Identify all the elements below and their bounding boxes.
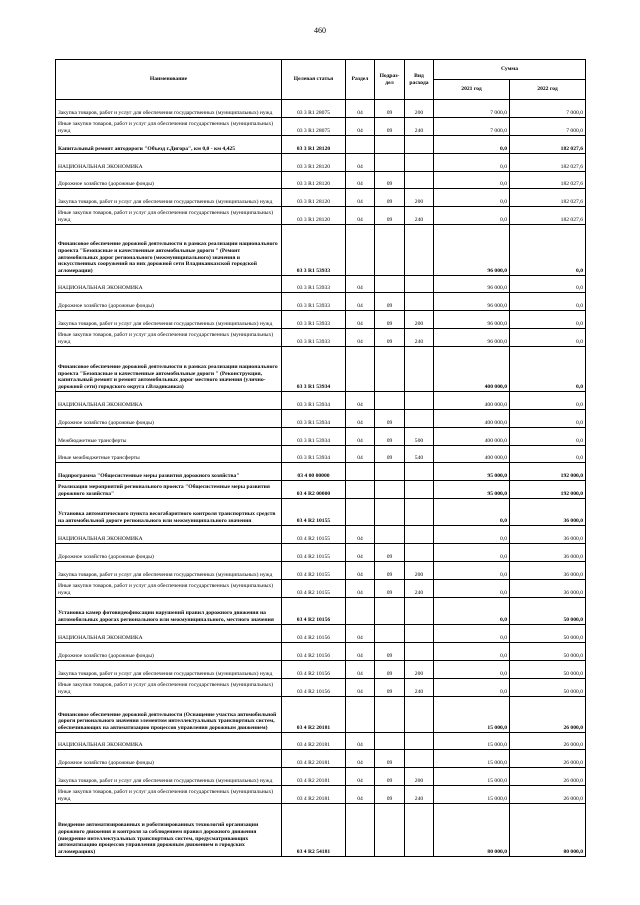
row-subsection (375, 526, 405, 544)
row-section: 04 (346, 544, 375, 562)
row-subsection (375, 804, 405, 857)
row-subsection: 09 (375, 189, 405, 207)
row-sum-2021: 0,0 (434, 189, 510, 207)
table-row (56, 598, 586, 625)
row-section: 04 (346, 679, 375, 697)
row-sum-2021: 0,0 (434, 643, 510, 661)
row-subsection (375, 499, 405, 526)
table-row (56, 679, 586, 697)
row-code: 03 4 R2 10155 (282, 544, 346, 562)
row-expense-type: 200 (405, 768, 434, 786)
row-code: 03 3 R1 28075 (282, 100, 346, 118)
row-sum-2021: 0,0 (434, 136, 510, 154)
row-sum-2021: 0,0 (434, 679, 510, 697)
row-code: 03 4 R2 20181 (282, 697, 346, 733)
row-subsection: 09 (375, 410, 405, 428)
row-sum-2022: 36 000,0 (510, 544, 586, 562)
row-name: Иные закупки товаров, работ и услуг для обеспечения государственных (муниципальных) нужд (56, 207, 282, 225)
row-subsection (375, 733, 405, 750)
row-code: 03 4 R2 10155 (282, 562, 346, 580)
row-code: 03 3 R1 28120 (282, 172, 346, 189)
table-row (56, 580, 586, 598)
row-section: 04 (346, 293, 375, 311)
row-sum-2021: 96 000,0 (434, 225, 510, 276)
row-section: 04 (346, 786, 375, 804)
row-expense-type: 240 (405, 679, 434, 697)
row-section (346, 347, 375, 392)
table-row (56, 172, 586, 189)
row-expense-type (405, 463, 434, 481)
row-sum-2021: 400 000,0 (434, 347, 510, 392)
row-code: 03 3 R1 53933 (282, 293, 346, 311)
row-name: Дорожное хозяйство (дорожные фонды) (56, 643, 282, 661)
row-sum-2021: 0,0 (434, 172, 510, 189)
row-code: 03 4 R2 10156 (282, 643, 346, 661)
row-subsection: 09 (375, 768, 405, 786)
row-expense-type (405, 136, 434, 154)
header-year-2021: 2021 год (434, 80, 510, 100)
row-code: 03 4 R2 10156 (282, 661, 346, 679)
table-row (56, 136, 586, 154)
row-name: Дорожное хозяйство (дорожные фонды) (56, 293, 282, 311)
row-section (346, 598, 375, 625)
row-name: НАЦИОНАЛЬНАЯ ЭКОНОМИКА (56, 733, 282, 750)
table-row (56, 207, 586, 225)
row-section: 04 (346, 276, 375, 293)
row-expense-type (405, 643, 434, 661)
row-sum-2021: 0,0 (434, 580, 510, 598)
row-sum-2021: 400 000,0 (434, 392, 510, 410)
row-sum-2021: 400 000,0 (434, 410, 510, 428)
row-code: 03 4 R2 10156 (282, 625, 346, 643)
row-subsection: 09 (375, 643, 405, 661)
row-subsection: 09 (375, 100, 405, 118)
row-subsection (375, 697, 405, 733)
header-expense-type: Вид расхода (405, 60, 434, 100)
row-name: Иные закупки товаров, работ и услуг для обеспечения государственных (муниципальных) нужд (56, 786, 282, 804)
row-sum-2022: 7 000,0 (510, 100, 586, 118)
row-section: 04 (346, 100, 375, 118)
row-name: Закупка товаров, работ и услуг для обеспечения государственных (муниципальных) нужд (56, 311, 282, 329)
row-sum-2022: 36 000,0 (510, 580, 586, 598)
row-section (346, 136, 375, 154)
row-section (346, 697, 375, 733)
row-subsection (375, 276, 405, 293)
row-code: 03 3 R1 53933 (282, 311, 346, 329)
row-expense-type: 240 (405, 786, 434, 804)
row-sum-2022: 0,0 (510, 446, 586, 463)
table-row (56, 750, 586, 768)
row-section: 04 (346, 643, 375, 661)
row-sum-2022: 192 000,0 (510, 463, 586, 481)
row-sum-2021: 15 000,0 (434, 697, 510, 733)
row-section: 04 (346, 207, 375, 225)
row-section: 04 (346, 768, 375, 786)
row-name: Дорожное хозяйство (дорожные фонды) (56, 544, 282, 562)
row-sum-2022: 7 000,0 (510, 118, 586, 136)
row-expense-type: 240 (405, 207, 434, 225)
row-section: 04 (346, 526, 375, 544)
table-row (56, 100, 586, 118)
row-sum-2021: 96 000,0 (434, 276, 510, 293)
row-name: Капитальный ремонт автодороги "Объезд г.Дигора", км 0,0 - км 4,425 (56, 136, 282, 154)
row-code: 03 3 R1 53934 (282, 347, 346, 392)
row-name: Иные закупки товаров, работ и услуг для обеспечения государственных (муниципальных) нужд (56, 118, 282, 136)
row-name: НАЦИОНАЛЬНАЯ ЭКОНОМИКА (56, 625, 282, 643)
row-expense-type (405, 276, 434, 293)
row-expense-type: 240 (405, 329, 434, 347)
row-sum-2022: 26 000,0 (510, 786, 586, 804)
row-subsection (375, 136, 405, 154)
row-subsection: 09 (375, 544, 405, 562)
row-sum-2022: 26 000,0 (510, 733, 586, 750)
row-subsection: 09 (375, 329, 405, 347)
row-name: Иные закупки товаров, работ и услуг для обеспечения государственных (муниципальных) нужд (56, 679, 282, 697)
row-subsection: 09 (375, 207, 405, 225)
table-row (56, 625, 586, 643)
row-code: 03 4 R2 10156 (282, 598, 346, 625)
row-name: Финансовое обеспечение дорожной деятельности (Оснащение участка автомобильной дороги регионального значения элементом интеллектуальных транспортных систем, обеспечивающих на автоматизацию процессов управления дорожным движением) (56, 697, 282, 733)
row-sum-2021: 95 000,0 (434, 463, 510, 481)
table-row (56, 392, 586, 410)
row-section (346, 481, 375, 499)
row-expense-type: 200 (405, 661, 434, 679)
row-name: Внедрение автоматизированных и роботизированных технологий организации дорожного движения и контроля за соблюдением правил дорожного движения (внедрение интеллектуальных транспортных систем, предусматривающих автоматизацию процессов управления дорожным движением в городских агломерациях) (56, 804, 282, 857)
row-name: Дорожное хозяйство (дорожные фонды) (56, 172, 282, 189)
table-row (56, 293, 586, 311)
row-code: 03 3 R1 53934 (282, 446, 346, 463)
row-sum-2022: 0,0 (510, 410, 586, 428)
row-code: 03 4 00 00000 (282, 463, 346, 481)
row-name: Иные межбюджетные трансферты (56, 446, 282, 463)
header-year-2022: 2022 год (510, 80, 586, 100)
row-sum-2022: 26 000,0 (510, 768, 586, 786)
row-sum-2021: 0,0 (434, 207, 510, 225)
row-sum-2022: 80 000,0 (510, 804, 586, 857)
row-subsection (375, 598, 405, 625)
row-section (346, 499, 375, 526)
table-row (56, 697, 586, 733)
row-sum-2022: 36 000,0 (510, 562, 586, 580)
row-expense-type (405, 733, 434, 750)
row-name: Финансовое обеспечение дорожной деятельности в рамках реализации национального проекта "Безопасные и качественные автомобильные дороги " (Реконструкция, капитальный ремонт и ремонт автомобильных дорог местного значения (улично-дорожной сети) городского округа г.Владикавказ) (56, 347, 282, 392)
row-code: 03 3 R1 53933 (282, 225, 346, 276)
row-code: 03 4 R2 10155 (282, 499, 346, 526)
row-name: Закупка товаров, работ и услуг для обеспечения государственных (муниципальных) нужд (56, 562, 282, 580)
row-sum-2022: 0,0 (510, 311, 586, 329)
row-sum-2022: 50 000,0 (510, 643, 586, 661)
row-sum-2022: 36 000,0 (510, 526, 586, 544)
table-row (56, 643, 586, 661)
row-code: 03 3 R1 28120 (282, 136, 346, 154)
row-section: 04 (346, 311, 375, 329)
row-name: Установка камер фотовидеофиксации нарушений правил дорожного движения на автомобильных дорогах регионального или межмуниципального, местного значения (56, 598, 282, 625)
table-row (56, 481, 586, 499)
row-subsection (375, 463, 405, 481)
row-name: Подпрограмма "Общесистемные меры развития дорожного хозяйства" (56, 463, 282, 481)
row-name: Закупка товаров, работ и услуг для обеспечения государственных (муниципальных) нужд (56, 189, 282, 207)
row-sum-2022: 0,0 (510, 347, 586, 392)
row-sum-2022: 0,0 (510, 329, 586, 347)
header-sum: Сумма (434, 60, 586, 80)
row-expense-type: 240 (405, 580, 434, 598)
row-code: 03 4 R2 00000 (282, 481, 346, 499)
row-sum-2022: 36 000,0 (510, 499, 586, 526)
row-section: 04 (346, 661, 375, 679)
row-section: 04 (346, 750, 375, 768)
table-row (56, 311, 586, 329)
row-sum-2022: 182 027,6 (510, 136, 586, 154)
table-row (56, 804, 586, 857)
row-name: Реализация мероприятий регионального проекта "Общесистемные меры развития дорожного хозяйства" (56, 481, 282, 499)
row-code: 03 4 R2 54181 (282, 804, 346, 857)
row-sum-2021: 0,0 (434, 526, 510, 544)
row-code: 03 3 R1 53934 (282, 410, 346, 428)
row-subsection (375, 625, 405, 643)
row-subsection (375, 154, 405, 172)
table-row (56, 786, 586, 804)
table-body (56, 100, 586, 857)
row-name: Иные закупки товаров, работ и услуг для обеспечения государственных (муниципальных) нужд (56, 329, 282, 347)
row-code: 03 4 R2 10155 (282, 580, 346, 598)
row-subsection: 09 (375, 661, 405, 679)
table-row (56, 562, 586, 580)
row-section: 04 (346, 580, 375, 598)
row-expense-type: 200 (405, 311, 434, 329)
row-subsection: 09 (375, 750, 405, 768)
row-sum-2021: 0,0 (434, 598, 510, 625)
row-sum-2022: 26 000,0 (510, 750, 586, 768)
row-sum-2021: 400 000,0 (434, 446, 510, 463)
row-subsection (375, 481, 405, 499)
row-expense-type (405, 544, 434, 562)
table-row (56, 428, 586, 446)
row-code: 03 4 R2 20181 (282, 733, 346, 750)
row-sum-2021: 7 000,0 (434, 100, 510, 118)
row-name: НАЦИОНАЛЬНАЯ ЭКОНОМИКА (56, 276, 282, 293)
table-row (56, 499, 586, 526)
row-subsection: 09 (375, 679, 405, 697)
header-code: Целевая статья (282, 60, 346, 100)
table-row (56, 189, 586, 207)
row-code: 03 3 R1 28120 (282, 207, 346, 225)
row-name: Закупка товаров, работ и услуг для обеспечения государственных (муниципальных) нужд (56, 100, 282, 118)
row-sum-2021: 0,0 (434, 625, 510, 643)
table-row (56, 276, 586, 293)
row-sum-2021: 15 000,0 (434, 786, 510, 804)
row-subsection: 09 (375, 446, 405, 463)
row-code: 03 4 R2 20181 (282, 750, 346, 768)
row-section: 04 (346, 625, 375, 643)
row-sum-2021: 96 000,0 (434, 311, 510, 329)
row-subsection: 09 (375, 311, 405, 329)
row-sum-2022: 50 000,0 (510, 625, 586, 643)
table-row (56, 154, 586, 172)
row-sum-2022: 0,0 (510, 293, 586, 311)
row-expense-type (405, 154, 434, 172)
row-code: 03 3 R1 53933 (282, 329, 346, 347)
row-expense-type (405, 347, 434, 392)
row-expense-type (405, 225, 434, 276)
row-section: 04 (346, 733, 375, 750)
row-expense-type (405, 293, 434, 311)
row-subsection: 09 (375, 786, 405, 804)
row-expense-type (405, 481, 434, 499)
row-sum-2022: 192 000,0 (510, 481, 586, 499)
row-sum-2022: 50 000,0 (510, 598, 586, 625)
row-sum-2021: 0,0 (434, 544, 510, 562)
row-section: 04 (346, 446, 375, 463)
table-row (56, 446, 586, 463)
row-sum-2022: 0,0 (510, 276, 586, 293)
row-sum-2022: 26 000,0 (510, 697, 586, 733)
row-code: 03 3 R1 53934 (282, 428, 346, 446)
row-sum-2022: 182 027,6 (510, 172, 586, 189)
row-name: НАЦИОНАЛЬНАЯ ЭКОНОМИКА (56, 526, 282, 544)
row-expense-type: 500 (405, 428, 434, 446)
row-sum-2021: 96 000,0 (434, 293, 510, 311)
row-name: НАЦИОНАЛЬНАЯ ЭКОНОМИКА (56, 392, 282, 410)
row-section (346, 463, 375, 481)
row-sum-2021: 80 000,0 (434, 804, 510, 857)
row-section: 04 (346, 154, 375, 172)
row-section: 04 (346, 172, 375, 189)
row-sum-2022: 182 027,6 (510, 207, 586, 225)
row-section: 04 (346, 118, 375, 136)
row-sum-2021: 7 000,0 (434, 118, 510, 136)
table-row (56, 347, 586, 392)
row-code: 03 3 R1 28120 (282, 189, 346, 207)
header-name: Наименование (56, 60, 282, 100)
row-sum-2021: 96 000,0 (434, 329, 510, 347)
row-sum-2021: 0,0 (434, 499, 510, 526)
row-expense-type (405, 750, 434, 768)
row-name: Финансовое обеспечение дорожной деятельности в рамках реализации национального проекта "Безопасные и качественные автомобильные дороги " (Ремонт автомобильных дорог регионального (межмуниципального) значения и искусственных сооружений на них дорожной сети Владикавказской городской агломерации) (56, 225, 282, 276)
row-name: Иные закупки товаров, работ и услуг для обеспечения государственных (муниципальных) нужд (56, 580, 282, 598)
row-subsection: 09 (375, 580, 405, 598)
row-name: Установка автоматического пункта весогабаритного контроля транспортных средств на автомобильной дороге регионального или межмуниципального значения (56, 499, 282, 526)
row-sum-2022: 50 000,0 (510, 661, 586, 679)
row-section: 04 (346, 189, 375, 207)
table-row (56, 768, 586, 786)
row-name: Закупка товаров, работ и услуг для обеспечения государственных (муниципальных) нужд (56, 661, 282, 679)
row-sum-2022: 50 000,0 (510, 679, 586, 697)
row-expense-type: 240 (405, 118, 434, 136)
table-row (56, 225, 586, 276)
table-row (56, 118, 586, 136)
row-expense-type (405, 804, 434, 857)
row-sum-2021: 15 000,0 (434, 750, 510, 768)
table-row (56, 526, 586, 544)
row-sum-2021: 0,0 (434, 154, 510, 172)
row-name: Дорожное хозяйство (дорожные фонды) (56, 750, 282, 768)
page-number: 460 (314, 26, 326, 35)
row-expense-type (405, 598, 434, 625)
row-subsection (375, 392, 405, 410)
table-row (56, 733, 586, 750)
row-expense-type (405, 172, 434, 189)
row-code: 03 4 R2 20181 (282, 768, 346, 786)
row-section: 04 (346, 428, 375, 446)
budget-table (55, 59, 586, 857)
table-row (56, 410, 586, 428)
row-subsection: 09 (375, 428, 405, 446)
table-row (56, 544, 586, 562)
row-expense-type (405, 392, 434, 410)
row-sum-2022: 0,0 (510, 225, 586, 276)
row-expense-type (405, 697, 434, 733)
row-code: 03 3 R1 28075 (282, 118, 346, 136)
row-expense-type (405, 410, 434, 428)
row-sum-2021: 0,0 (434, 661, 510, 679)
row-expense-type: 540 (405, 446, 434, 463)
row-code: 03 4 R2 10156 (282, 679, 346, 697)
row-section: 04 (346, 562, 375, 580)
table-row (56, 329, 586, 347)
header-subsection: Подраз-дел (375, 60, 405, 100)
row-section: 04 (346, 329, 375, 347)
row-expense-type (405, 625, 434, 643)
row-sum-2022: 182 027,6 (510, 154, 586, 172)
row-sum-2021: 400 000,0 (434, 428, 510, 446)
row-code: 03 3 R1 28120 (282, 154, 346, 172)
row-code: 03 4 R2 20181 (282, 786, 346, 804)
row-code: 03 3 R1 53934 (282, 392, 346, 410)
row-subsection (375, 225, 405, 276)
row-subsection: 09 (375, 172, 405, 189)
row-code: 03 4 R2 10155 (282, 526, 346, 544)
row-name: НАЦИОНАЛЬНАЯ ЭКОНОМИКА (56, 154, 282, 172)
header-section: Раздел (346, 60, 375, 100)
row-section: 04 (346, 392, 375, 410)
row-expense-type (405, 499, 434, 526)
row-section: 04 (346, 410, 375, 428)
row-subsection: 09 (375, 562, 405, 580)
row-subsection: 09 (375, 118, 405, 136)
row-subsection (375, 347, 405, 392)
row-name: Дорожное хозяйство (дорожные фонды) (56, 410, 282, 428)
row-section (346, 804, 375, 857)
row-expense-type: 200 (405, 189, 434, 207)
row-expense-type: 200 (405, 562, 434, 580)
row-sum-2022: 0,0 (510, 428, 586, 446)
row-sum-2022: 0,0 (510, 392, 586, 410)
row-sum-2021: 95 000,0 (434, 481, 510, 499)
row-sum-2021: 0,0 (434, 562, 510, 580)
row-name: Закупка товаров, работ и услуг для обеспечения государственных (муниципальных) нужд (56, 768, 282, 786)
row-name: Межбюджетные трансферты (56, 428, 282, 446)
row-sum-2021: 15 000,0 (434, 733, 510, 750)
row-sum-2021: 15 000,0 (434, 768, 510, 786)
row-expense-type: 200 (405, 100, 434, 118)
row-expense-type (405, 526, 434, 544)
table-row (56, 661, 586, 679)
table-row (56, 463, 586, 481)
row-code: 03 3 R1 53933 (282, 276, 346, 293)
row-subsection: 09 (375, 293, 405, 311)
row-sum-2022: 182 027,6 (510, 189, 586, 207)
row-section (346, 225, 375, 276)
